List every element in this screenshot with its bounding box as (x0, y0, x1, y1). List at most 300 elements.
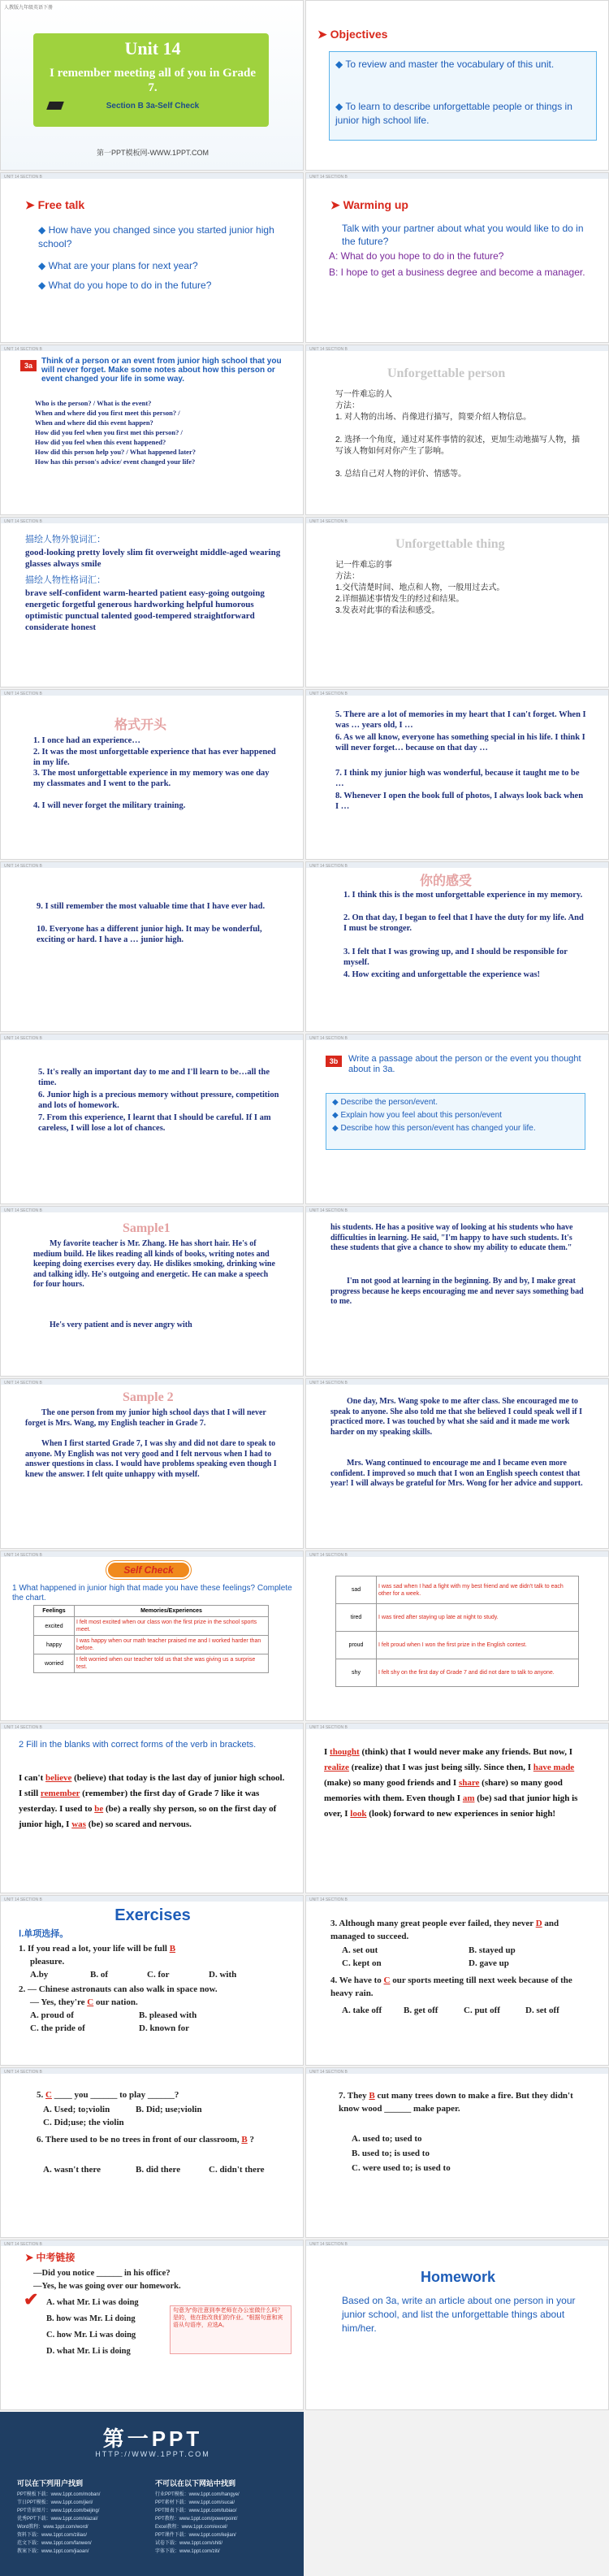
answer-blank: am (462, 1793, 475, 1803)
unit-tag: UNIT 14 SECTION B (4, 2070, 42, 2075)
question-2: 2 Fill in the blanks with correct forms of the verb in brackets. (19, 1740, 257, 1750)
homework-title: Homework (420, 2269, 496, 2285)
slide-header-bar (1, 1034, 303, 1040)
exercise-q1-cont: pleasure. (30, 1957, 65, 1967)
slide-exercises (0, 1895, 304, 2066)
feeling-line: 2. On that day, I began to feel that I have the duty for my life. And I must be stronger. (343, 913, 584, 933)
slide-opening-phrases (0, 689, 304, 860)
option: D. set off (525, 2006, 559, 2015)
unit-tag: UNIT 14 SECTION B (309, 175, 348, 180)
memory-cell: I was sad when I had a fight with my best friend and we didn't talk to each other for a week. (377, 1576, 579, 1604)
feeling-line: 3. I felt that I was growing up, and I should be responsible for myself. (343, 948, 568, 967)
phrase-line: 5. There are a lot of memories in my heart that I can't forget. When I was … years old, I … (335, 710, 586, 730)
memory-cell: I felt proud when I won the first prize in the English contest. (377, 1632, 579, 1659)
tip-text: Describe the person/event. (340, 1098, 438, 1107)
sample-paragraph: The one person from my junior high school days that I will never forget is Mrs. Wang, my English teacher in Grade 7. (25, 1408, 266, 1428)
option: D. with (209, 1970, 237, 1980)
option: C. Did;use; the violin (43, 2118, 124, 2127)
unit-tag: UNIT 14 SECTION B (309, 347, 348, 352)
footer-link[interactable]: 优秀PPT下载：www.1ppt.com/xiazai/ (17, 2517, 98, 2522)
section-title: 格式开头 (114, 718, 167, 732)
feeling-cell: proud (336, 1632, 377, 1659)
phrase-line: 2. It was the most unforgettable experience that has ever happened in my life. (33, 748, 276, 767)
slide-header-bar (1, 1724, 303, 1729)
unit-tag: UNIT 14 SECTION B (4, 347, 42, 352)
objectives-heading-text: Objectives (330, 28, 388, 41)
exercises-title: Exercises (114, 1906, 191, 1924)
unit-title: Unit 14 (124, 38, 181, 59)
question-text: our sports meeting till next week because of the heavy rain. (330, 1975, 572, 1998)
slide-homework (305, 2240, 609, 2410)
question-text: What do you hope to do in the future? (48, 280, 212, 291)
personality-heading: 描绘人物性格词汇： (25, 575, 106, 585)
column-heading-2: 不可以在以下网站中找到 (155, 2479, 236, 2487)
option: B. pleased with (139, 2010, 197, 2020)
memory-cell: I felt shy on the first day of Grade 7 and did not dare to talk to anyone. (377, 1659, 579, 1687)
option: B. get off (404, 2006, 438, 2015)
slide-unforgettable-thing (305, 517, 609, 687)
question-text: 7. They (339, 2091, 367, 2101)
exercise-q2-line (30, 1997, 138, 2008)
lesson-title: I remember meeting all of you in Grade 7. (50, 67, 256, 94)
option: C. were used to; is used to (352, 2163, 451, 2173)
slide-header-bar (306, 1034, 608, 1040)
footer-link[interactable]: 行业PPT模板：www.1ppt.com/hangye/ (155, 2492, 240, 2497)
note-question: Who is the person? / What is the event? (35, 399, 152, 407)
note-question: How did you feel when you first met this person? / (35, 428, 183, 436)
feeling-cell: happy (34, 1636, 75, 1654)
slide-header-bar (1, 345, 303, 351)
option: C. for (147, 1970, 170, 1980)
unit-tag: UNIT 14 SECTION B (4, 1897, 42, 1902)
footer-link[interactable]: 字体下载：www.1ppt.com/ziti/ (155, 2549, 220, 2554)
self-check-title: Self Check (123, 1564, 174, 1576)
slide-header-bar (306, 345, 608, 351)
column-heading-1: 可以在下列用户找到 (17, 2479, 84, 2487)
question-text: ? (174, 2090, 179, 2100)
method-line: 3. 总结自己对人物的评价、情感等。 (335, 470, 467, 479)
feeling-cell: excited (34, 1617, 75, 1636)
option: A. proud of (30, 2010, 74, 2020)
slide-header-bar (306, 518, 608, 523)
slide-sample2-cont (305, 1378, 609, 1549)
exercise-q6 (37, 2133, 280, 2146)
objective-text: To review and master the vocabulary of this unit. (345, 59, 555, 70)
appearance-heading: 描绘人物外貌词汇： (25, 535, 106, 544)
slide-vocabulary (0, 517, 304, 687)
phrase-line: 8. Whenever I open the book full of photos, I always look back when I … (335, 791, 584, 811)
option: C. didn't there (209, 2165, 265, 2175)
note-question: How has this person's advice/ event changed your life? (35, 458, 196, 466)
table-header: Memories/Experiences (75, 1606, 269, 1617)
objectives-heading: ➤ Objectives (317, 28, 388, 41)
exercise-q3 (330, 1917, 590, 1943)
slide-header-bar (306, 690, 608, 696)
unit-tag: UNIT 14 SECTION B (309, 2070, 348, 2075)
footer-link[interactable]: PPT图表下载：www.1ppt.com/tubiao/ (155, 2509, 237, 2513)
footer-link[interactable]: PPT课件下载：www.1ppt.com/kejian/ (155, 2533, 236, 2538)
option: B. stayed up (469, 1945, 516, 1955)
text-run: (look) forward to new experiences in senior high! (369, 1809, 556, 1819)
unit-tag: UNIT 14 SECTION B (309, 1381, 348, 1386)
slide-header-bar (1, 690, 303, 696)
option: D. gave up (469, 1958, 509, 1968)
question-text: make paper. (413, 2104, 460, 2114)
sample-paragraph: My favorite teacher is Mr. Zhang. He has short hair. He's of medium build. He likes reading all kinds of books, writing notes and keeping doing exercises every day. He dislikes smoking, drinking wine and talking idly. He's outgoing and energetic. He can make a speech for four hours. (33, 1239, 275, 1289)
unit-tag: UNIT 14 SECTION B (4, 175, 42, 180)
option: A. Used; to;violin (43, 2105, 110, 2114)
option: A. used to; used to (352, 2134, 422, 2144)
answer-blank: D (535, 1919, 542, 1928)
task-number: 3b (326, 1056, 342, 1067)
answer-blank: remember (40, 1789, 80, 1798)
section-title: Sample 2 (123, 1390, 174, 1404)
text-run: (believe) that today is the last day of junior high school. I still (19, 1773, 285, 1798)
note-question: When and where did this event happen? (35, 418, 153, 427)
task-instruction: Think of a person or an event from junior high school that you will never forget. Make some notes about how this person or event changed your life in some way. (41, 357, 282, 384)
logo: 第一PPT (102, 2426, 203, 2451)
table-row (34, 1636, 269, 1654)
exercise-q7: 7. They B cut many trees down to make a fire. But they didn't know wood ______ make paper. (339, 2091, 573, 2114)
slide-exercises-2 (305, 1895, 609, 2066)
exam-heading: ➤ 中考链接 (25, 2252, 76, 2263)
slide-exercises-4 (305, 2067, 609, 2238)
exam-option: D. what Mr. Li is doing (46, 2347, 131, 2356)
answer-blank: realize (324, 1763, 349, 1772)
exam-option: A. what Mr. Li was doing (46, 2298, 139, 2307)
unit-tag: UNIT 14 SECTION B (4, 1725, 42, 1730)
question-text: 5. (37, 2090, 44, 2100)
footer-link[interactable]: Word教程：www.1ppt.com/word/ (17, 2525, 89, 2530)
question-item: ◆ What are your plans for next year? (38, 260, 198, 271)
unit-tag: UNIT 14 SECTION B (309, 1897, 348, 1902)
footer-link[interactable]: PPT教程：www.1ppt.com/powerpoint/ (155, 2517, 238, 2522)
slide-header-bar (1, 1207, 303, 1212)
option: A.by (30, 1970, 49, 1980)
tip-text: Describe how this person/event has changed your life. (340, 1124, 536, 1133)
answer-blank: C (45, 2090, 52, 2100)
slide-header-bar (306, 1896, 608, 1902)
slide-self-check (0, 1550, 304, 1721)
method-line: 1. 对人物的出场、肖像进行描写，简要介绍人物信息。 (335, 413, 532, 422)
site-footer: 第一PPT模板网-WWW.1PPT.COM (97, 149, 209, 157)
slide-header-bar (1, 173, 303, 179)
objective-item: ◆ To review and master the vocabulary of this unit. (335, 59, 555, 70)
question-text: in his office? (124, 2269, 171, 2278)
text-run: (be) a really shy person, so on the first day of junior high, I (19, 1804, 277, 1829)
slide-unforgettable-person (305, 345, 609, 515)
phrase-line: 7. I think my junior high was wonderful, because it taught me to be … (335, 769, 580, 788)
answer-blank: C (87, 1997, 94, 2007)
slide-header-bar (1, 518, 303, 523)
slide-sample1-cont (305, 1206, 609, 1377)
question-text: What are your plans for next year? (48, 260, 198, 271)
slide-sample2 (0, 1378, 304, 1549)
unit-tag: UNIT 14 SECTION B (309, 1208, 348, 1213)
answer-blank: look (350, 1809, 367, 1819)
unit-tag: UNIT 14 SECTION B (4, 692, 42, 696)
slide-sample1 (0, 1206, 304, 1377)
footer-link[interactable]: 节日PPT模板：www.1ppt.com/jieri/ (17, 2500, 93, 2505)
footer-link[interactable]: 试卷下载：www.1ppt.com/shiti/ (155, 2541, 223, 2546)
free-talk-heading: ➤ Free talk (25, 198, 85, 211)
option: C. kept on (342, 1958, 382, 1968)
feeling-line: 7. From this experience, I learnt that I should be careful. If I am careless, I will lose a lot of chances. (38, 1113, 271, 1133)
slide-your-feelings-2 (0, 1034, 304, 1204)
table-row (336, 1604, 579, 1632)
answer-blank: believe (45, 1773, 72, 1783)
slide-title (0, 0, 304, 171)
footer-link[interactable]: PPT模板下载：www.1ppt.com/moban/ (17, 2492, 101, 2497)
exam-heading-text: 中考链接 (36, 2252, 76, 2263)
footer-link[interactable]: 资料下载：www.1ppt.com/ziliao/ (17, 2533, 88, 2538)
text-run: (make) so many good friends and I (324, 1778, 457, 1788)
slide-free-talk (0, 172, 304, 343)
exam-option: C. how Mr. Li was doing (46, 2331, 136, 2340)
text-run: I can't (19, 1773, 44, 1783)
table-row (336, 1632, 579, 1659)
tip-item: ◆ Explain how you feel about this person/event (332, 1111, 502, 1120)
note-question: How did you feel when this event happened? (35, 438, 166, 446)
unit-tag: UNIT 14 SECTION B (309, 2242, 348, 2247)
unit-tag: UNIT 14 SECTION B (309, 1036, 348, 1041)
slide-header-bar (1, 862, 303, 868)
unit-tag: UNIT 14 SECTION B (309, 519, 348, 524)
option: B. of (90, 1970, 108, 1980)
unit-tag: UNIT 14 SECTION B (4, 519, 42, 524)
warming-heading: ➤ Warming up (330, 198, 408, 211)
slide-your-feelings (305, 861, 609, 1032)
slide-3b (305, 1034, 609, 1204)
question-text: our nation. (95, 1997, 138, 2007)
phrase-line: 4. I will never forget the military training. (33, 801, 186, 810)
question-item: ◆ What do you hope to do in the future? (38, 280, 212, 291)
footer-link[interactable]: 范文下载：www.1ppt.com/fanwen/ (17, 2541, 92, 2546)
personality-words: brave self-confident warm-hearted patient easy-going outgoing energetic forgetful generous hardworking helpful humorous optimistic punctual talented good-tempered straightforward considerate honest (25, 588, 265, 632)
fill-paragraph (324, 1745, 592, 1822)
text-run: (think) that I would never make any friends. But now, I (361, 1747, 573, 1757)
question-text: 4. We have to (330, 1975, 382, 1985)
warming-prompt: Talk with your partner about what you would like to do in the future? (342, 223, 584, 247)
phrase-line: 10. Everyone has a different junior high. It may be wonderful, exciting or hard. I have a … junior high. (37, 925, 262, 944)
footer-link[interactable]: 教案下载：www.1ppt.com/jiaoan/ (17, 2549, 89, 2554)
unit-tag: UNIT 14 SECTION B (4, 1208, 42, 1213)
method-line: 2. 选择一个角度，通过对某件事情的叙述，更加生动地描写人物，描写该人物如何对你产生了影响。 (335, 436, 581, 456)
method-line: 方法： (335, 401, 360, 410)
answer-blank: share (458, 1778, 480, 1788)
answer-blank: was (71, 1819, 86, 1829)
appearance-words: good-looking pretty lovely slim fit overweight middle-aged wearing glasses always smile (25, 548, 281, 569)
slide-objectives (305, 0, 609, 171)
slide-header-bar (306, 173, 608, 179)
option: A. wasn't there (43, 2165, 101, 2175)
option: A. set out (342, 1945, 378, 1955)
warming-line-a: A: What do you hope to do in the future? (329, 250, 504, 262)
exam-q2: —Yes, he was going over our homework. (33, 2282, 181, 2291)
memory-cell: I felt worried when our teacher told us that she was giving us a surprise test. (75, 1654, 269, 1673)
slide-exam-link (0, 2240, 304, 2410)
table-row (336, 1576, 579, 1604)
text-run: (share) so many good memories with them. Even though I (324, 1778, 563, 1803)
slide-warming-up (305, 172, 609, 343)
text-run: (be) sad that junior high is over, I (324, 1793, 578, 1819)
memory-cell: I was happy when our math teacher praised me and I worked harder than before. (75, 1636, 269, 1654)
feeling-line: 5. It's really an important day to me and I'll learn to be…all the time. (38, 1068, 270, 1087)
feeling-cell: tired (336, 1604, 377, 1632)
slide-self-check-table2 (305, 1550, 609, 1721)
task-instruction: Write a passage about the person or the event you thought about in 3a. (348, 1054, 581, 1074)
answer-blank: have made (533, 1763, 575, 1772)
unit-tag: UNIT 14 SECTION B (4, 1036, 42, 1041)
feeling-line: 4. How exciting and unforgettable the experience was! (343, 970, 541, 979)
slide-header-bar (1, 1551, 303, 1557)
question-1: 1 What happened in junior high that made you have these feelings? Complete the chart. (12, 1584, 292, 1602)
question-text: cut many trees down to make a fire. But they didn't know wood (339, 2091, 573, 2114)
unit-tag: UNIT 14 SECTION B (4, 2242, 42, 2247)
free-talk-heading-text: Free talk (37, 198, 85, 211)
text-run: (be) so scared and nervous. (88, 1819, 192, 1829)
phrase-line: 9. I still remember the most valuable time that I have ever had. (37, 902, 266, 911)
question-text: How have you changed since you started junior high school? (38, 224, 274, 249)
slide-header-bar (306, 1724, 608, 1729)
unit-tag: UNIT 14 SECTION B (309, 692, 348, 696)
feelings-table (33, 1605, 269, 1673)
slide-header-bar (306, 2068, 608, 2074)
link-list-1 (17, 2491, 100, 2556)
slide-footer-ad (0, 2412, 304, 2576)
feeling-cell: sad (336, 1576, 377, 1604)
answer-blank: B (369, 2091, 375, 2101)
slide-opening-phrases-2 (305, 689, 609, 860)
objective-text: To learn to describe unforgettable people or things in junior high school life. (335, 101, 572, 126)
exercise-q5: 5. C ____ you ______ to play ______? (37, 2090, 179, 2100)
question-text: — Yes, they're (30, 1997, 85, 2007)
option: D. known for (139, 2023, 190, 2033)
tip-item: ◆ Describe how this person/event has changed your life. (332, 1124, 536, 1133)
footer-link[interactable]: Excel教程：www.1ppt.com/excel/ (155, 2525, 228, 2530)
exam-option: B. how was Mr. Li doing (46, 2314, 136, 2323)
sample-paragraph: his students. He has a positive way of looking at his students who have difficulties in learning. He said, "I'm happy to have such students. It's these students that give a chance to show my ability to educate them." (330, 1223, 573, 1252)
unit-tag: UNIT 14 SECTION B (4, 1381, 42, 1386)
section-title: Unforgettable thing (395, 537, 505, 551)
method-line: 2.详细描述事情发生的经过和结果。 (335, 595, 464, 604)
question-text: ? (249, 2135, 254, 2144)
question-text: —Did you notice (33, 2269, 95, 2278)
question-text: 6. There used to be no trees in front of our classroom, (37, 2135, 240, 2144)
unit-tag: UNIT 14 SECTION B (309, 1553, 348, 1558)
slide-header-bar (306, 1551, 608, 1557)
unit-tag: UNIT 14 SECTION B (4, 864, 42, 869)
table-header: Feelings (34, 1606, 75, 1617)
section-title: 你的感受 (420, 874, 473, 888)
graduation-cap-icon (46, 102, 64, 110)
task-number: 3a (20, 360, 37, 371)
text-run: I (324, 1747, 328, 1757)
section-title: Sample1 (123, 1221, 171, 1235)
method-line: 3.发表对此事的看法和感受。 (335, 606, 440, 615)
answer-blank: B (241, 2135, 248, 2144)
feelings-table-2 (335, 1576, 579, 1687)
sample-paragraph: He's very patient and is never angry with (50, 1321, 192, 1329)
method-line: 方法： (335, 572, 360, 581)
feeling-cell: worried (34, 1654, 75, 1673)
slide-header-bar (306, 1207, 608, 1212)
slide-header-bar (306, 1379, 608, 1385)
homework-text: Based on 3a, write an article about one person in your junior school, and list the unforgettable things about him/her. (342, 2295, 576, 2334)
note-question: How did this person help you? / What happened later? (35, 448, 196, 456)
sample-paragraph: When I first started Grade 7, I was shy and did not dare to speak to anyone. My English was not very good and I felt nervous when I had to answer questions in class. I would have problems speaking even though I knew the answer. I felt quite unhappy with myself. (25, 1439, 277, 1479)
method-line: 记一件难忘的事 (335, 561, 392, 570)
option: B. Did; use;violin (136, 2105, 202, 2114)
slide-header-bar (306, 2240, 608, 2246)
text-run: (remember) the first day of Grade 7 like it was yesterday. I used to (19, 1789, 260, 1814)
sample-paragraph: Mrs. Wang continued to encourage me and I became even more confident. I improved so much that I won an English speech contest that year! I will always be grateful for Mrs. Wong for her advice and support. (330, 1459, 583, 1488)
memory-cell: I felt most excited when our class won the first prize in the school sports meet. (75, 1617, 269, 1636)
section-label: Section B 3a-Self Check (106, 102, 200, 111)
fill-paragraph (19, 1771, 287, 1832)
question-text: and managed to succeed. (330, 1919, 559, 1941)
exercise-q1 (19, 1943, 287, 1955)
option: C. put off (464, 2006, 500, 2015)
top-tag: 人教版九年级英语下册 (4, 6, 54, 11)
question-text: you (74, 2090, 89, 2100)
exercise-subtitle: Ⅰ.单项选择。 (19, 1929, 69, 1939)
answer-blank: B (169, 1944, 176, 1954)
exercise-q2: 2. — Chinese astronauts can also walk in space now. (19, 1984, 218, 1994)
section-title: Unforgettable person (387, 366, 506, 380)
slide-fill-blanks-2 (305, 1723, 609, 1893)
question-text: 1. If you read a lot, your life will be full (19, 1944, 167, 1954)
option: B. used to; is used to (352, 2149, 430, 2158)
sample-paragraph: One day, Mrs. Wang spoke to me after class. She encouraged me to speak to anyone. She also told me that she believed I could speak well if I practiced more. I was touched by what she said and it made me work harder on my speaking skills. (330, 1397, 583, 1437)
tip-text: Explain how you feel about this person/event (340, 1111, 502, 1120)
exercise-q4 (330, 1974, 590, 2000)
feeling-cell: shy (336, 1659, 377, 1687)
table-row (34, 1654, 269, 1673)
feeling-line: 1. I think this is the most unforgettable experience in my memory. (343, 891, 583, 900)
feeling-line: 6. Junior high is a precious memory without pressure, competition and lots of homework. (38, 1091, 279, 1110)
slide-3a (0, 345, 304, 515)
option: C. the pride of (30, 2023, 85, 2033)
slide-opening-phrases-3 (0, 861, 304, 1032)
text-run: (realize) that I was just being silly. Since then, I (351, 1763, 532, 1772)
question-text: 3. Although many great people ever failed, they never (330, 1919, 533, 1928)
unit-tag: UNIT 14 SECTION B (4, 1553, 42, 1558)
exam-q1: —Did you notice ______ in his office? (33, 2269, 171, 2278)
method-line: 1.交代清楚时间、地点和人物，一般用过去式。 (335, 583, 505, 592)
footer-link[interactable]: PPT背景图片：www.1ppt.com/beijing/ (17, 2509, 100, 2513)
option: A. take off (342, 2006, 382, 2015)
slide-header-bar (1, 2240, 303, 2246)
option: B. did there (136, 2165, 181, 2175)
slide-header-bar (306, 862, 608, 868)
table-row (336, 1659, 579, 1687)
question-text: to play (119, 2090, 146, 2100)
footer-link[interactable]: PPT素材下载：www.1ppt.com/sucai/ (155, 2500, 235, 2505)
unit-tag: UNIT 14 SECTION B (309, 864, 348, 869)
link-list-2 (155, 2491, 240, 2556)
phrase-line: 1. I once had an experience… (33, 736, 140, 745)
method-line: 写一件难忘的人 (335, 390, 392, 399)
memory-cell: I was tired after staying up late at night to study. (377, 1604, 579, 1632)
answer-blank: thought (330, 1747, 360, 1757)
warming-heading-text: Warming up (343, 198, 408, 211)
answer-blank: be (94, 1804, 104, 1814)
objective-item: ◆ To learn to describe unforgettable people or things in junior high school life. (335, 101, 572, 126)
table-row (34, 1617, 269, 1636)
slide-header-bar (1, 1896, 303, 1902)
phrase-line: 6. As we all know, everyone has something special in his life. I think I will never forget… because on that day … (335, 733, 585, 752)
